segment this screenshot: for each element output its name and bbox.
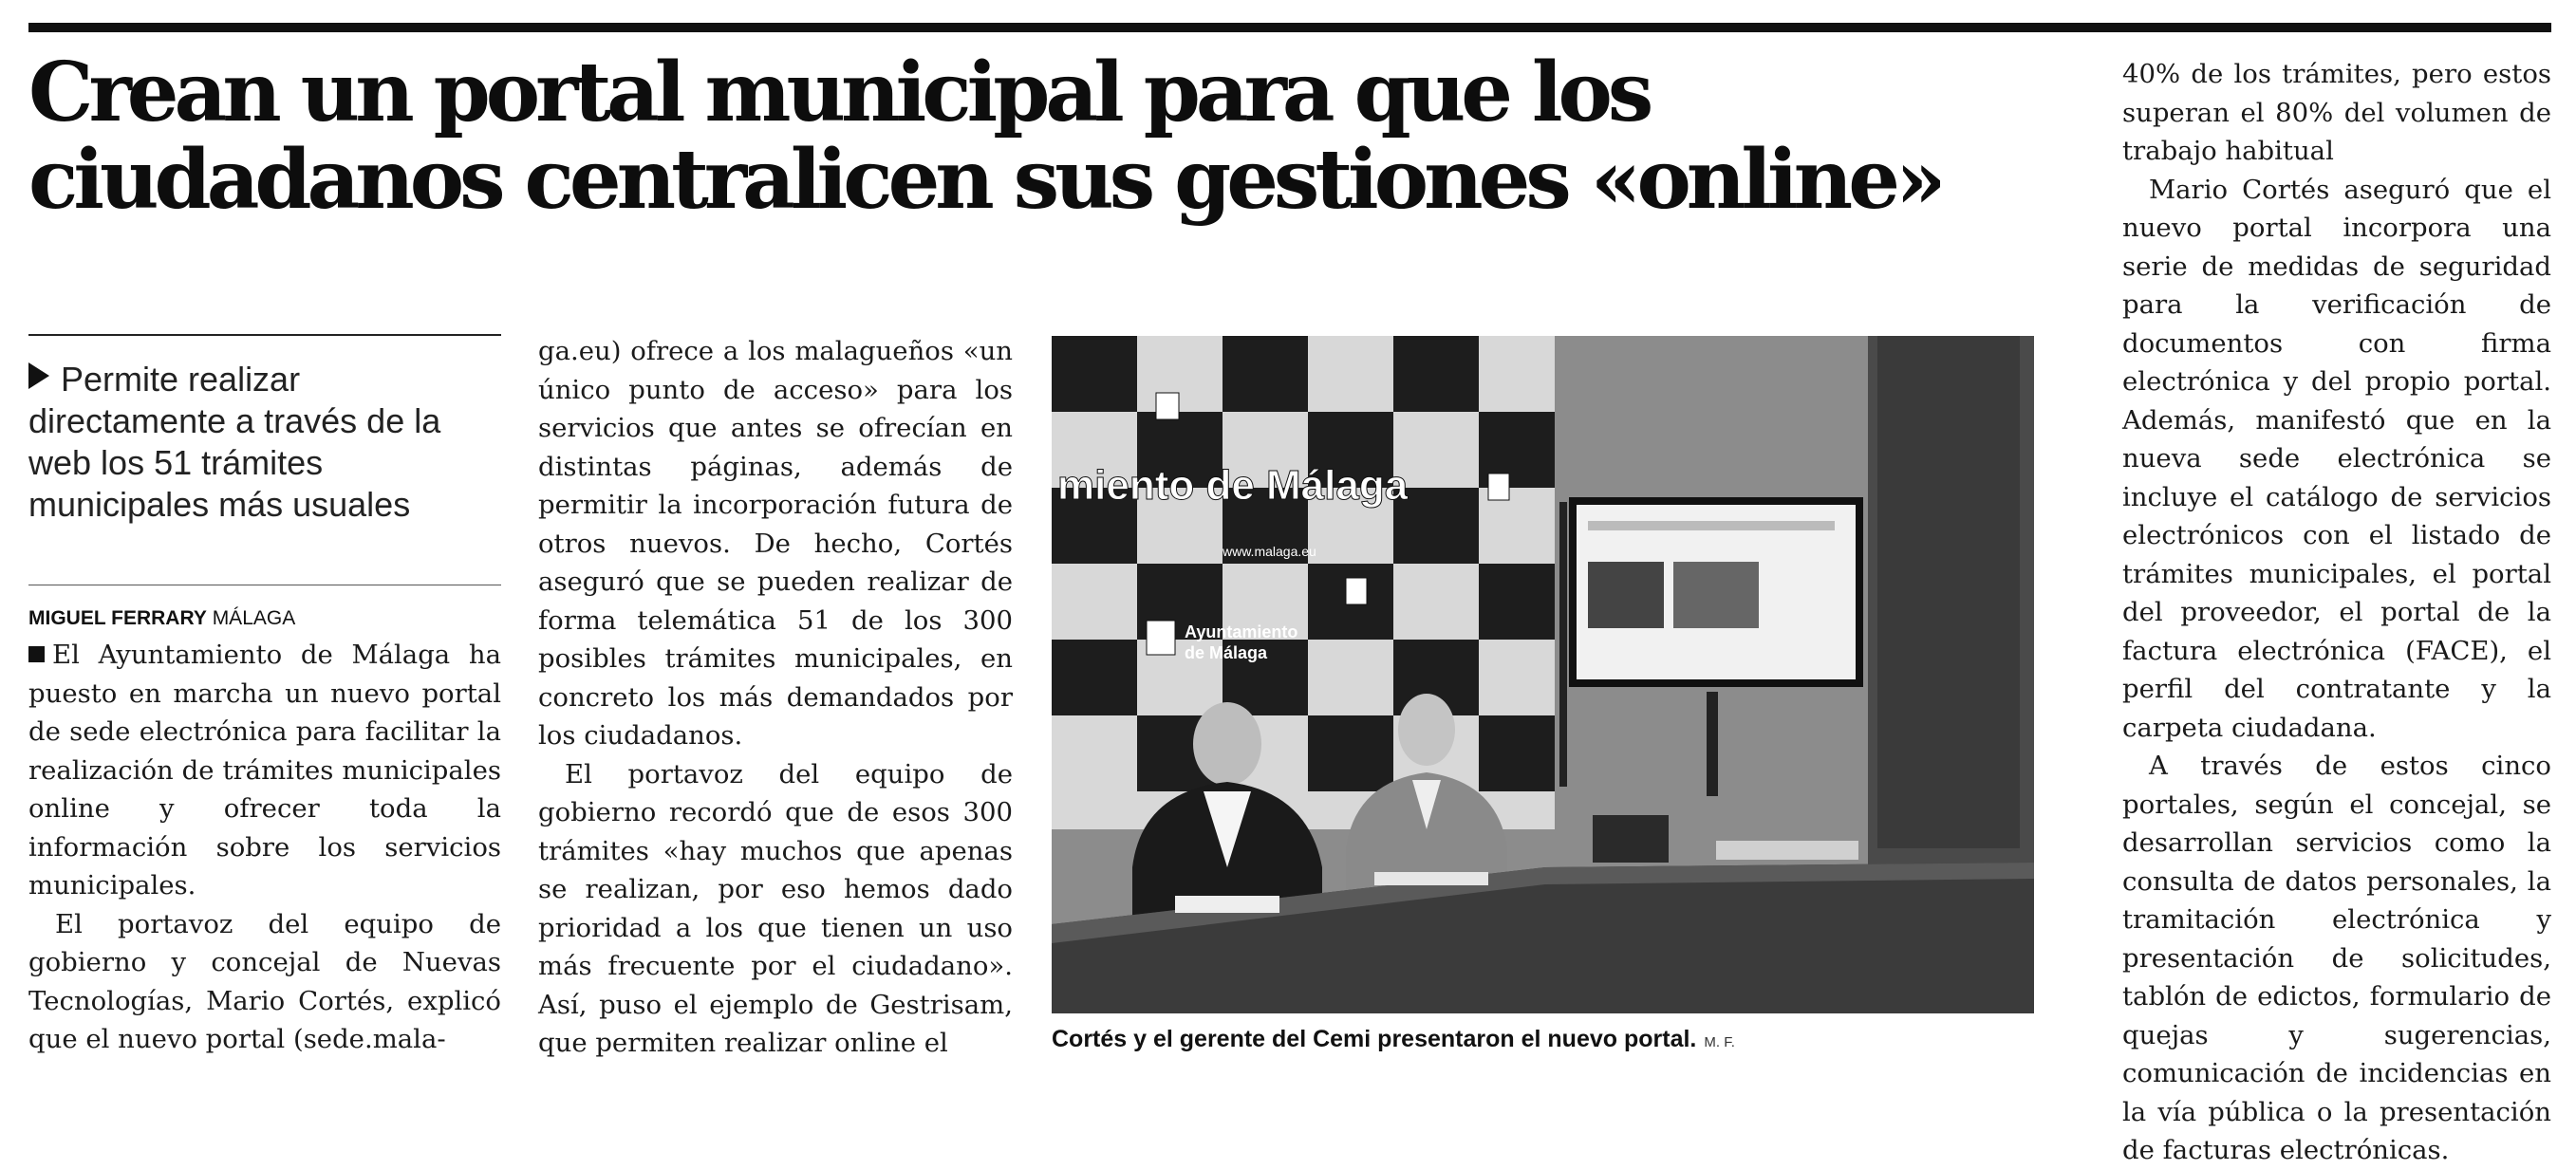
paragraph: El portavoz del equipo de gobierno y concejal de Nuevas Tecnologías, Mario Cortés, explicó que el nuevo portal (sede.mala- [28,908,501,1054]
backdrop-logo-line2: de Málaga [1185,643,1268,662]
headline-line-1: Crean un portal municipal para que los [28,45,1650,140]
photo-caption [1052,1025,2034,1057]
byline-place: MÁLAGA [212,607,296,629]
news-photo [1052,336,2034,1013]
lead-square-icon [28,646,45,662]
byline-block [28,585,501,631]
paragraph: El portavoz del equipo de gobierno recordó que de esos 300 trámites «hay muchos que apenas se realizan, por eso hemos dado prioridad a los que tienen un uso más frecuente por el ciudadano». Así, puso el ejemplo de Gestrisam, que permiten realizar online el [538,758,1013,1058]
article-column-3 [2122,55,2551,1170]
backdrop-checkerboard [1052,336,1555,829]
byline [28,606,501,631]
photo-credit: M. F. [1704,1034,1735,1050]
headline [28,45,2050,228]
headline-line-2: ciudadanos centralicen sus gestiones «online» [28,132,1942,228]
article-column-1 [28,636,501,1059]
paragraph [28,636,501,905]
paragraph: Mario Cortés aseguró que el nuevo portal incorpora una serie de medidas de seguridad para la verificación de documentos con firma electrónica y del propio portal. Además, manifestó que en la nueva sede electrónica se incluye el catálogo de servicios electrónicos con el listado de trámites municipales, el portal del proveedor, el portal de la factura electrónica (FACE), el perfil del contratante y la carpeta ciudadana. [2122,174,2551,743]
backdrop-logo-line1: Ayuntamiento [1185,622,1298,641]
caption-text: Cortés y el gerente del Cemi presentaron el nuevo portal. [1052,1026,1697,1052]
subhead-block [28,334,501,526]
masthead-rule [28,23,2551,32]
paragraph: ga.eu) ofrece a los malagueños «un único punto de acceso» para los servicios que antes se ofrecían en distintas páginas, además de permitir la incorporación futura de otros nuevos. De hecho, Cortés aseguró que se pueden realizar de forma telemática 51 de los 300 posibles trámites municipales, en concreto los más demandados por los ciudadanos. [538,336,1013,751]
subhead [28,359,501,526]
paragraph: 40% de los trámites, pero estos superan el 80% del volumen de trabajo habitual [2122,59,2551,166]
paragraph-text: El Ayuntamiento de Málaga ha puesto en marcha un nuevo portal de sede electrónica para facilitar la realización de trámites municipales online y ofrecer toda la información sobre los servicios municipales. [28,640,501,901]
subhead-text: Permite realizar directamente a través de la web los 51 trámites municipales más usuales [28,360,441,524]
backdrop-text: miento de Málaga [1057,462,1409,509]
byline-author: MIGUEL FERRARY [28,607,207,629]
article-column-2 [538,332,1013,1063]
press-conference-photo [1052,336,2034,1013]
triangle-bullet-icon [28,362,49,389]
backdrop-url: www.malaga.eu [1223,544,1316,559]
paragraph: A través de estos cinco portales, según el concejal, se desarrollan servicios como la consulta de datos personales, la tramitación electrónica y presentación de solicitudes, tablón de edictos, formulario de quejas y sugerencias, comunicación de incidencias en la vía pública o la presentación de facturas electrónicas. [2122,751,2551,1165]
